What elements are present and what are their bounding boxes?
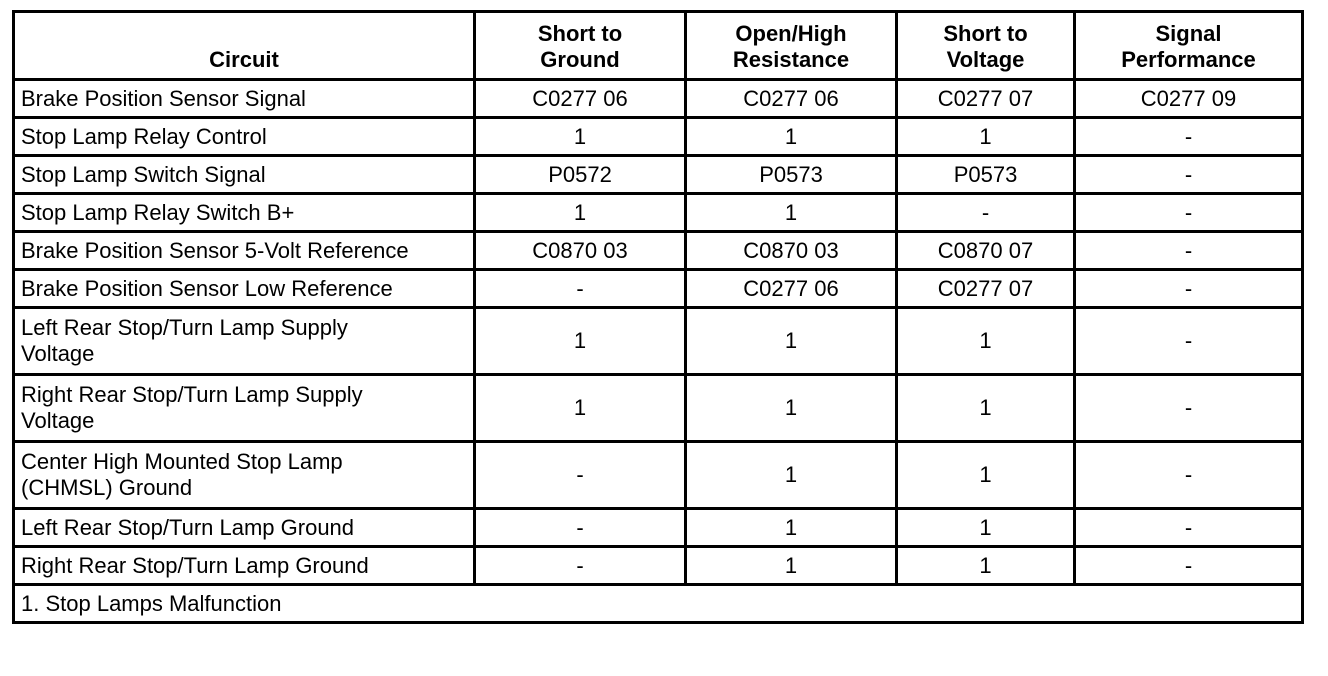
- dtc-circuit-table: [12, 10, 1304, 624]
- header-short-to-ground: [475, 12, 686, 80]
- open-high-resistance-cell: 1: [686, 547, 897, 585]
- circuit-text: Voltage: [21, 408, 95, 433]
- open-high-resistance-cell: 1: [686, 509, 897, 547]
- table-row: [14, 547, 1303, 585]
- signal-performance-cell: -: [1075, 442, 1303, 509]
- open-high-resistance-cell: C0277 06: [686, 80, 897, 118]
- header-line: Short to: [943, 21, 1028, 46]
- signal-performance-cell: -: [1075, 375, 1303, 442]
- circuit-text: Left Rear Stop/Turn Lamp Ground: [21, 514, 355, 540]
- circuit-text: Stop Lamp Relay Control: [21, 123, 267, 149]
- short-to-voltage-cell: 1: [897, 442, 1075, 509]
- header-line: Short to: [537, 21, 623, 46]
- open-high-resistance-cell: 1: [686, 442, 897, 509]
- short-to-voltage-cell: 1: [897, 509, 1075, 547]
- signal-performance-cell: -: [1075, 156, 1303, 194]
- open-high-resistance-cell: 1: [686, 375, 897, 442]
- short-to-voltage-cell: C0870 07: [897, 232, 1075, 270]
- circuit-text: Voltage: [21, 341, 95, 366]
- circuit-cell: [14, 270, 475, 308]
- table-row: [14, 375, 1303, 442]
- short-to-voltage-cell: P0573: [897, 156, 1075, 194]
- short-to-ground-cell: -: [475, 547, 686, 585]
- open-high-resistance-cell: C0870 03: [686, 232, 897, 270]
- header-line: Performance: [1121, 47, 1256, 72]
- circuit-text: (CHMSL) Ground: [21, 475, 193, 500]
- circuit-cell: [14, 156, 475, 194]
- short-to-voltage-cell: C0277 07: [897, 270, 1075, 308]
- table-row: [14, 270, 1303, 308]
- short-to-voltage-cell: 1: [897, 375, 1075, 442]
- circuit-text: Brake Position Sensor Signal: [21, 85, 306, 111]
- table-row: [14, 118, 1303, 156]
- circuit-cell: [14, 80, 475, 118]
- circuit-cell: [14, 232, 475, 270]
- table-row: [14, 232, 1303, 270]
- circuit-text: Left Rear Stop/Turn Lamp Supply: [21, 315, 348, 340]
- circuit-text: Stop Lamp Relay Switch B+: [21, 199, 295, 225]
- circuit-text: Right Rear Stop/Turn Lamp Supply: [21, 382, 363, 407]
- footnote-row: [14, 585, 1303, 623]
- short-to-ground-cell: -: [475, 509, 686, 547]
- signal-performance-cell: C0277 09: [1075, 80, 1303, 118]
- table-row: [14, 308, 1303, 375]
- short-to-ground-cell: 1: [475, 194, 686, 232]
- circuit-text: Stop Lamp Switch Signal: [21, 161, 266, 187]
- short-to-ground-cell: -: [475, 442, 686, 509]
- short-to-ground-cell: C0277 06: [475, 80, 686, 118]
- header-line: Resistance: [732, 47, 850, 72]
- short-to-voltage-cell: 1: [897, 118, 1075, 156]
- header-line: Signal: [1155, 21, 1222, 46]
- table-row: [14, 80, 1303, 118]
- short-to-ground-cell: 1: [475, 118, 686, 156]
- header-line: Ground: [540, 47, 620, 72]
- short-to-ground-cell: 1: [475, 375, 686, 442]
- short-to-ground-cell: C0870 03: [475, 232, 686, 270]
- open-high-resistance-cell: 1: [686, 194, 897, 232]
- short-to-ground-cell: P0572: [475, 156, 686, 194]
- circuit-cell: [14, 375, 475, 442]
- short-to-voltage-cell: C0277 07: [897, 80, 1075, 118]
- header-line: Voltage: [946, 47, 1025, 72]
- header-open-high-resistance: [686, 12, 897, 80]
- short-to-voltage-cell: 1: [897, 308, 1075, 375]
- short-to-ground-cell: 1: [475, 308, 686, 375]
- signal-performance-cell: -: [1075, 118, 1303, 156]
- open-high-resistance-cell: 1: [686, 118, 897, 156]
- short-to-voltage-cell: 1: [897, 547, 1075, 585]
- header-line: Open/High: [735, 21, 847, 46]
- table-row: [14, 509, 1303, 547]
- short-to-voltage-cell: -: [897, 194, 1075, 232]
- open-high-resistance-cell: P0573: [686, 156, 897, 194]
- signal-performance-cell: -: [1075, 308, 1303, 375]
- short-to-ground-cell: -: [475, 270, 686, 308]
- header-circuit: [14, 12, 475, 80]
- circuit-cell: [14, 442, 475, 509]
- circuit-text: Right Rear Stop/Turn Lamp Ground: [21, 552, 369, 578]
- header-signal-performance: [1075, 12, 1303, 80]
- signal-performance-cell: -: [1075, 232, 1303, 270]
- table-row: [14, 442, 1303, 509]
- circuit-cell: [14, 547, 475, 585]
- header-circuit-text: Circuit: [209, 47, 279, 72]
- header-short-to-voltage: [897, 12, 1075, 80]
- circuit-text: Brake Position Sensor 5-Volt Reference: [21, 237, 409, 263]
- table-row: [14, 156, 1303, 194]
- circuit-text: Center High Mounted Stop Lamp: [21, 449, 343, 474]
- signal-performance-cell: -: [1075, 509, 1303, 547]
- table-row: [14, 194, 1303, 232]
- circuit-cell: [14, 509, 475, 547]
- open-high-resistance-cell: C0277 06: [686, 270, 897, 308]
- open-high-resistance-cell: 1: [686, 308, 897, 375]
- signal-performance-cell: -: [1075, 547, 1303, 585]
- header-row: [14, 12, 1303, 80]
- circuit-cell: [14, 308, 475, 375]
- signal-performance-cell: -: [1075, 194, 1303, 232]
- circuit-cell: [14, 118, 475, 156]
- circuit-cell: [14, 194, 475, 232]
- circuit-text: Brake Position Sensor Low Reference: [21, 275, 393, 301]
- signal-performance-cell: -: [1075, 270, 1303, 308]
- footnote: 1. Stop Lamps Malfunction: [14, 585, 1303, 623]
